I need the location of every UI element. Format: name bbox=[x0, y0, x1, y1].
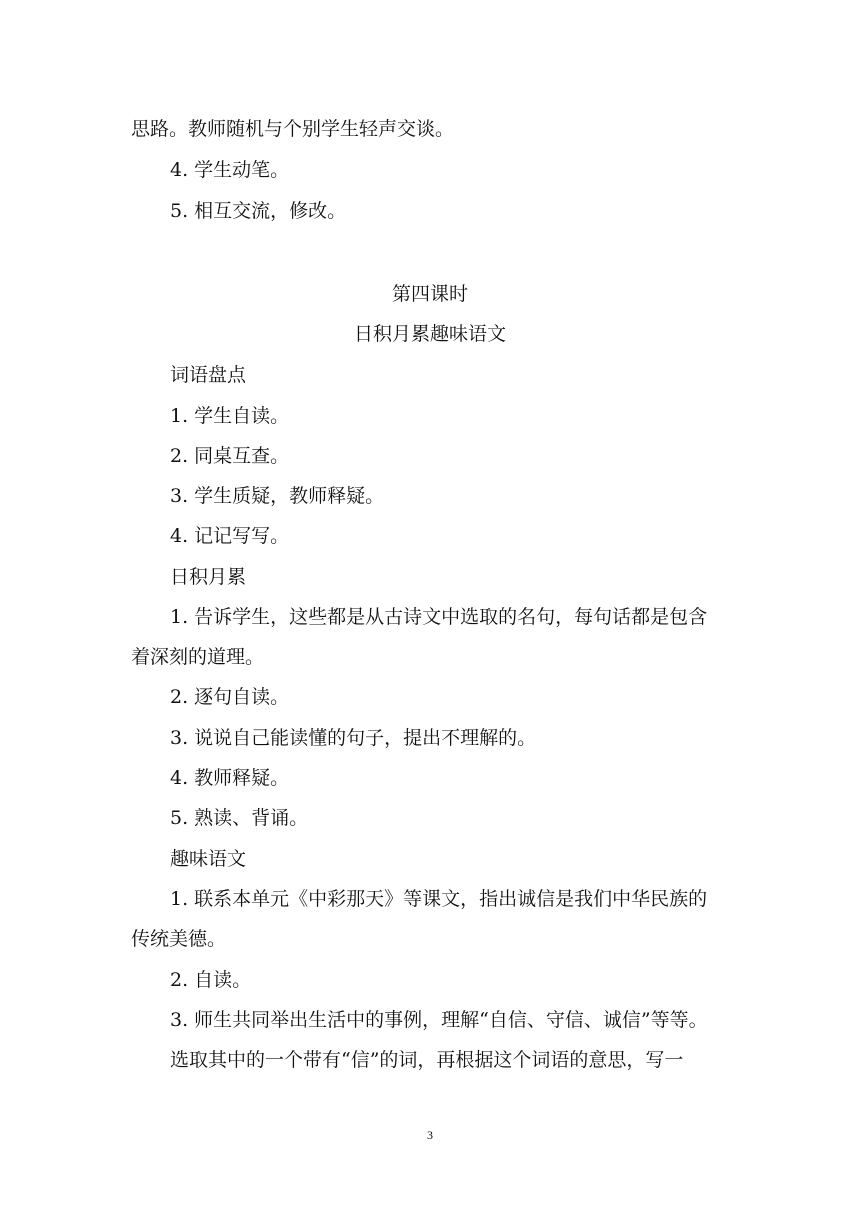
list-item: 3. 师生共同举出生活中的事例，理解“自信、守信、诚信”等等。 bbox=[170, 1009, 708, 1031]
list-item: 1. 学生自读。 bbox=[170, 405, 290, 427]
list-item: 5. 熟读、背诵。 bbox=[170, 807, 309, 829]
list-item: 2. 自读。 bbox=[170, 969, 252, 991]
list-item-continuation: 传统美德。 bbox=[131, 928, 227, 950]
list-item: 4. 记记写写。 bbox=[170, 525, 290, 547]
list-item: 4. 教师释疑。 bbox=[170, 767, 290, 789]
page-number: 3 bbox=[427, 1128, 433, 1142]
paragraph-line: 选取其中的一个带有“信”的词，再根据这个词语的意思，写一 bbox=[170, 1049, 684, 1071]
section-title: 日积月累 bbox=[170, 566, 247, 588]
paragraph-line: 思路。教师随机与个别学生轻声交谈。 bbox=[131, 118, 455, 140]
section-title: 趣味语文 bbox=[170, 848, 247, 870]
list-item-continuation: 着深刻的道理。 bbox=[131, 646, 265, 668]
list-item: 2. 同桌互查。 bbox=[170, 445, 290, 467]
section-title: 词语盘点 bbox=[170, 364, 247, 386]
list-item: 1. 告诉学生，这些都是从古诗文中选取的名句，每句话都是包含 bbox=[170, 606, 708, 628]
lesson-heading: 第四课时 bbox=[391, 283, 468, 305]
list-item: 2. 逐句自读。 bbox=[170, 686, 290, 708]
lesson-subheading: 日积月累趣味语文 bbox=[353, 323, 506, 345]
list-item: 3. 说说自己能读懂的句子，提出不理解的。 bbox=[170, 727, 537, 749]
list-item: 3. 学生质疑，教师释疑。 bbox=[170, 485, 385, 507]
paragraph-line: 5. 相互交流，修改。 bbox=[170, 200, 347, 222]
list-item: 1. 联系本单元《中彩那天》等课文，指出诚信是我们中华民族的 bbox=[170, 888, 708, 910]
paragraph-line: 4. 学生动笔。 bbox=[170, 159, 290, 181]
